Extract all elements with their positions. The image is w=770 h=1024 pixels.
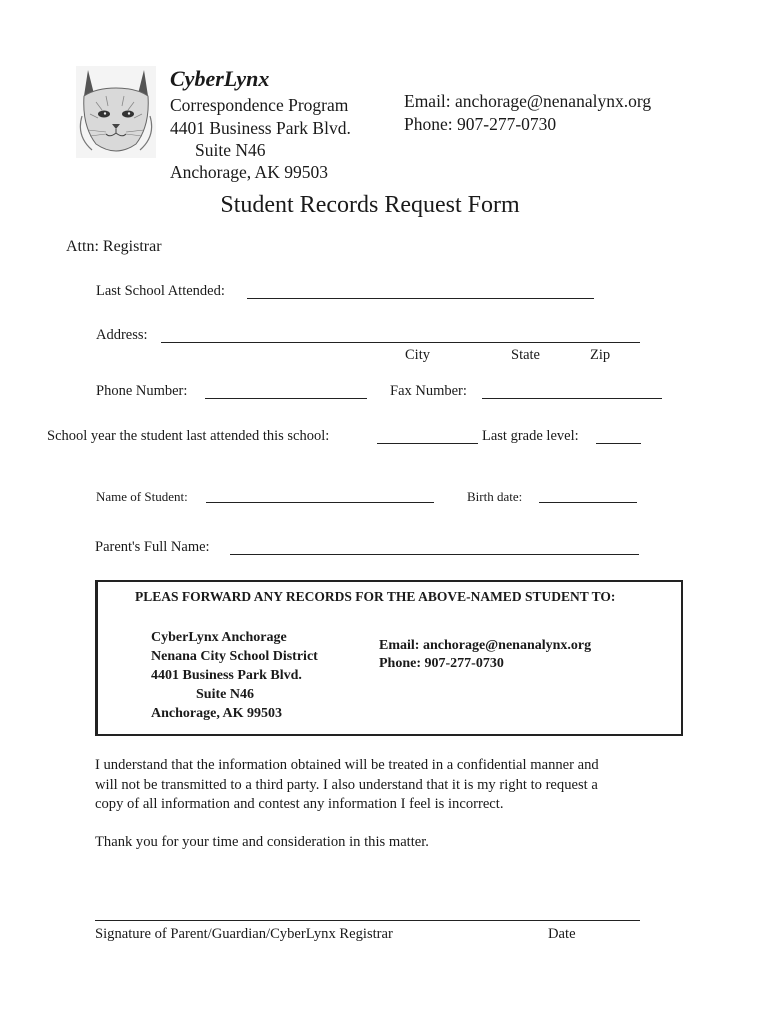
student-name-label: Name of Student: (96, 489, 188, 504)
forward-phone: Phone: 907-277-0730 (379, 656, 504, 671)
state-label: State (511, 347, 540, 363)
form-title: Student Records Request Form (220, 192, 520, 218)
fax-field[interactable] (482, 398, 662, 399)
grade-label: Last grade level: (482, 428, 579, 444)
header-address-line: Suite N46 (195, 140, 266, 160)
student-name-field[interactable] (206, 502, 434, 503)
signature-field[interactable] (95, 920, 640, 921)
address-field[interactable] (161, 342, 640, 343)
statement-line: copy of all information and contest any information I feel is incorrect. (95, 796, 504, 812)
attn-line: Attn: Registrar (66, 238, 162, 255)
forward-heading: PLEAS FORWARD ANY RECORDS FOR THE ABOVE-NAMED STUDENT TO: (135, 589, 616, 604)
phone-field[interactable] (205, 398, 367, 399)
birth-date-field[interactable] (539, 502, 637, 503)
forward-address-line: 4401 Business Park Blvd. (151, 668, 302, 683)
forward-address-line: Nenana City School District (151, 649, 318, 664)
header-address-line: Correspondence Program (170, 95, 349, 115)
parent-name-field[interactable] (230, 554, 639, 555)
fax-label: Fax Number: (390, 383, 467, 399)
forward-address-line: Anchorage, AK 99503 (151, 706, 283, 721)
school-year-label: School year the student last attended this school: (47, 428, 330, 444)
header-address-line: 4401 Business Park Blvd. (170, 118, 351, 138)
signature-label: Signature of Parent/Guardian/CyberLynx Registrar (95, 926, 393, 942)
statement-line: will not be transmitted to a third party. I also understand that it is my right to request a (95, 777, 598, 793)
brand-name: CyberLynx (170, 66, 270, 91)
birth-date-label: Birth date: (467, 489, 523, 504)
zip-label: Zip (590, 347, 611, 363)
date-label: Date (548, 926, 576, 942)
statement-line: I understand that the information obtained will be treated in a confidential manner and (95, 757, 599, 773)
parent-name-label: Parent's Full Name: (95, 539, 210, 555)
forward-address-line: Suite N46 (196, 687, 254, 702)
thanks-line: Thank you for your time and consideration in this matter. (95, 834, 429, 850)
address-label: Address: (96, 327, 148, 343)
lynx-logo-icon (76, 66, 156, 158)
last-school-label: Last School Attended: (96, 283, 225, 299)
city-label: City (405, 347, 430, 363)
header-address-line: Anchorage, AK 99503 (170, 162, 328, 182)
phone-label: Phone Number: (96, 383, 188, 399)
header-email: Email: anchorage@nenanalynx.org (404, 91, 652, 111)
forward-email: Email: anchorage@nenanalynx.org (379, 638, 592, 653)
forward-address-line: CyberLynx Anchorage (151, 630, 287, 645)
grade-field[interactable] (596, 443, 641, 444)
header-phone: Phone: 907-277-0730 (404, 114, 557, 134)
school-year-field[interactable] (377, 443, 478, 444)
last-school-field[interactable] (247, 298, 594, 299)
